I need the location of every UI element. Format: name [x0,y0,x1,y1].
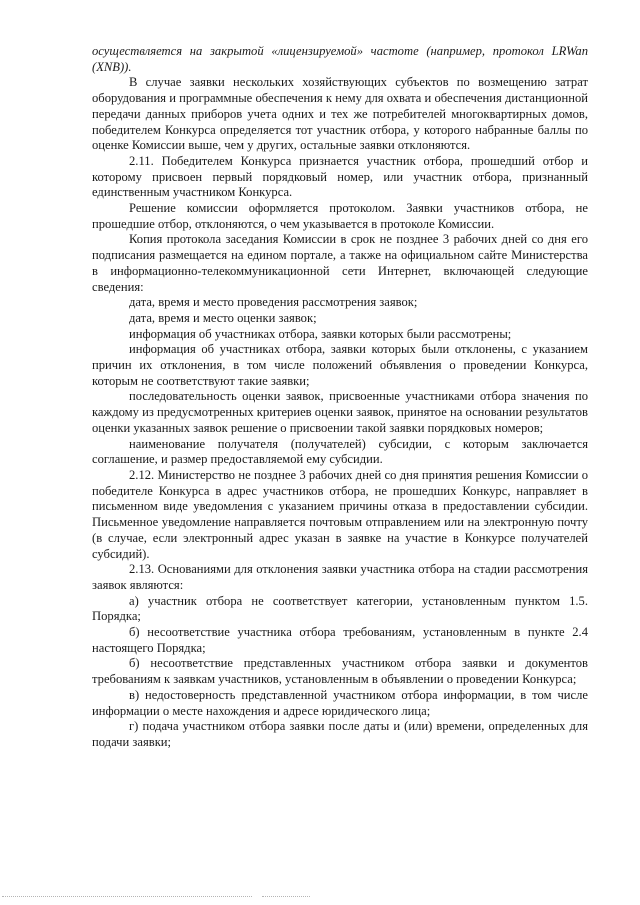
scan-footer-artifact [0,893,640,899]
paragraph-protocol-copy: Копия протокола заседания Комиссии в срок не позднее 3 рабочих дней со дня его подписания размещается на едином портале, а также на официальном сайте Министерства в информационно-телекоммуникационной сети Интернет, включающей следующие сведения: [92,232,588,294]
list-item-v: в) недостоверность представленной участником отбора информации, в том числе информации о месте нахождения и адресе юридического лица; [92,687,588,718]
list-item-b1: б) несоответствие участника отбора требованиям, установленным в пункте 2.4 настоящего Порядка; [92,625,588,655]
footer-dotted-line [2,896,252,897]
paragraph-2-11: 2.11. Победителем Конкурса признается участник отбора, прошедший отбор и которому присвоен первый порядковый номер, или участник отбора, признанный единственным участником Конкурса. [92,153,588,200]
list-item-rejected-participants: информация об участниках отбора, заявки которых были отклонены, с указанием причин их отклонения, в том числе положений объявления о проведении Конкурса, которым не соответствуют такие заявки; [92,342,588,388]
paragraph-continuation: осуществляется на закрытой «лицензируемой» частоте (например, протокол LRWan (XNB)). [92,44,588,74]
list-item-recipient-name: наименование получателя (получателей) субсидии, с которым заключается соглашение, и размер предоставляемой ему субсидии. [92,436,588,467]
list-item-reviewed-participants: информация об участниках отбора, заявки которых были рассмотрены; [129,326,512,341]
list-item-evaluation-date: дата, время и место оценки заявок; [129,310,317,325]
list-item-b2: б) несоответствие представленных участником отбора заявки и документов требованиям к заявкам участников, установленным в объявлении о проведении Конкурса; [92,656,588,687]
paragraph-2-12: 2.12. Министерство не позднее 3 рабочих дней со дня принятия решения Комиссии о победителе Конкурса в адрес участников отбора, не прошедших Конкурс, направляет в письменном виде уведомления с указанием причины отказа в предоставлении субсидии. Письменное уведомление направляется почтовым отправлением или на электронную почту (в случае, если электронный адрес указан в заявке на участие в Конкурсе получателей субсидий). [92,467,588,561]
list-item-review-date: дата, время и место проведения рассмотрения заявок; [129,295,418,310]
document-page [92,44,588,751]
list-item-a: а) участник отбора не соответствует категории, установленным пунктом 1.5. Порядка; [92,593,588,624]
paragraph-commission-decision: Решение комиссии оформляется протоколом. Заявки участников отбора, не прошедшие отбор, отклоняются, о чем указывается в протоколе Комиссии. [92,201,588,231]
paragraph-multiple-applicants: В случае заявки нескольких хозяйствующих субъектов по возмещению затрат оборудования и программные обеспечения к нему для охвата и обеспечения дистанционной передачи данных приборов учета одних и тех же потребителей многоквартирных домов, победителем Конкурса определяется тот участник отбора, у которого набранные баллы по оценке Комиссии выше, чем у других, остальные заявки отклоняются. [92,75,588,153]
list-item-g: г) подача участником отбора заявки после даты и (или) времени, определенных для подачи заявки; [92,719,588,749]
list-item-evaluation-sequence: последовательность оценки заявок, присвоенные участниками отбора значения по каждому из предусмотренных критериев оценки заявок, принятое на основании результатов оценки указанных заявок решение о присвоении такой заявки порядковых номеров; [92,389,588,435]
footer-dotted-line-short [262,896,310,897]
paragraph-2-13: 2.13. Основаниями для отклонения заявки участника отбора на стадии рассмотрения заявок являются: [92,562,588,592]
